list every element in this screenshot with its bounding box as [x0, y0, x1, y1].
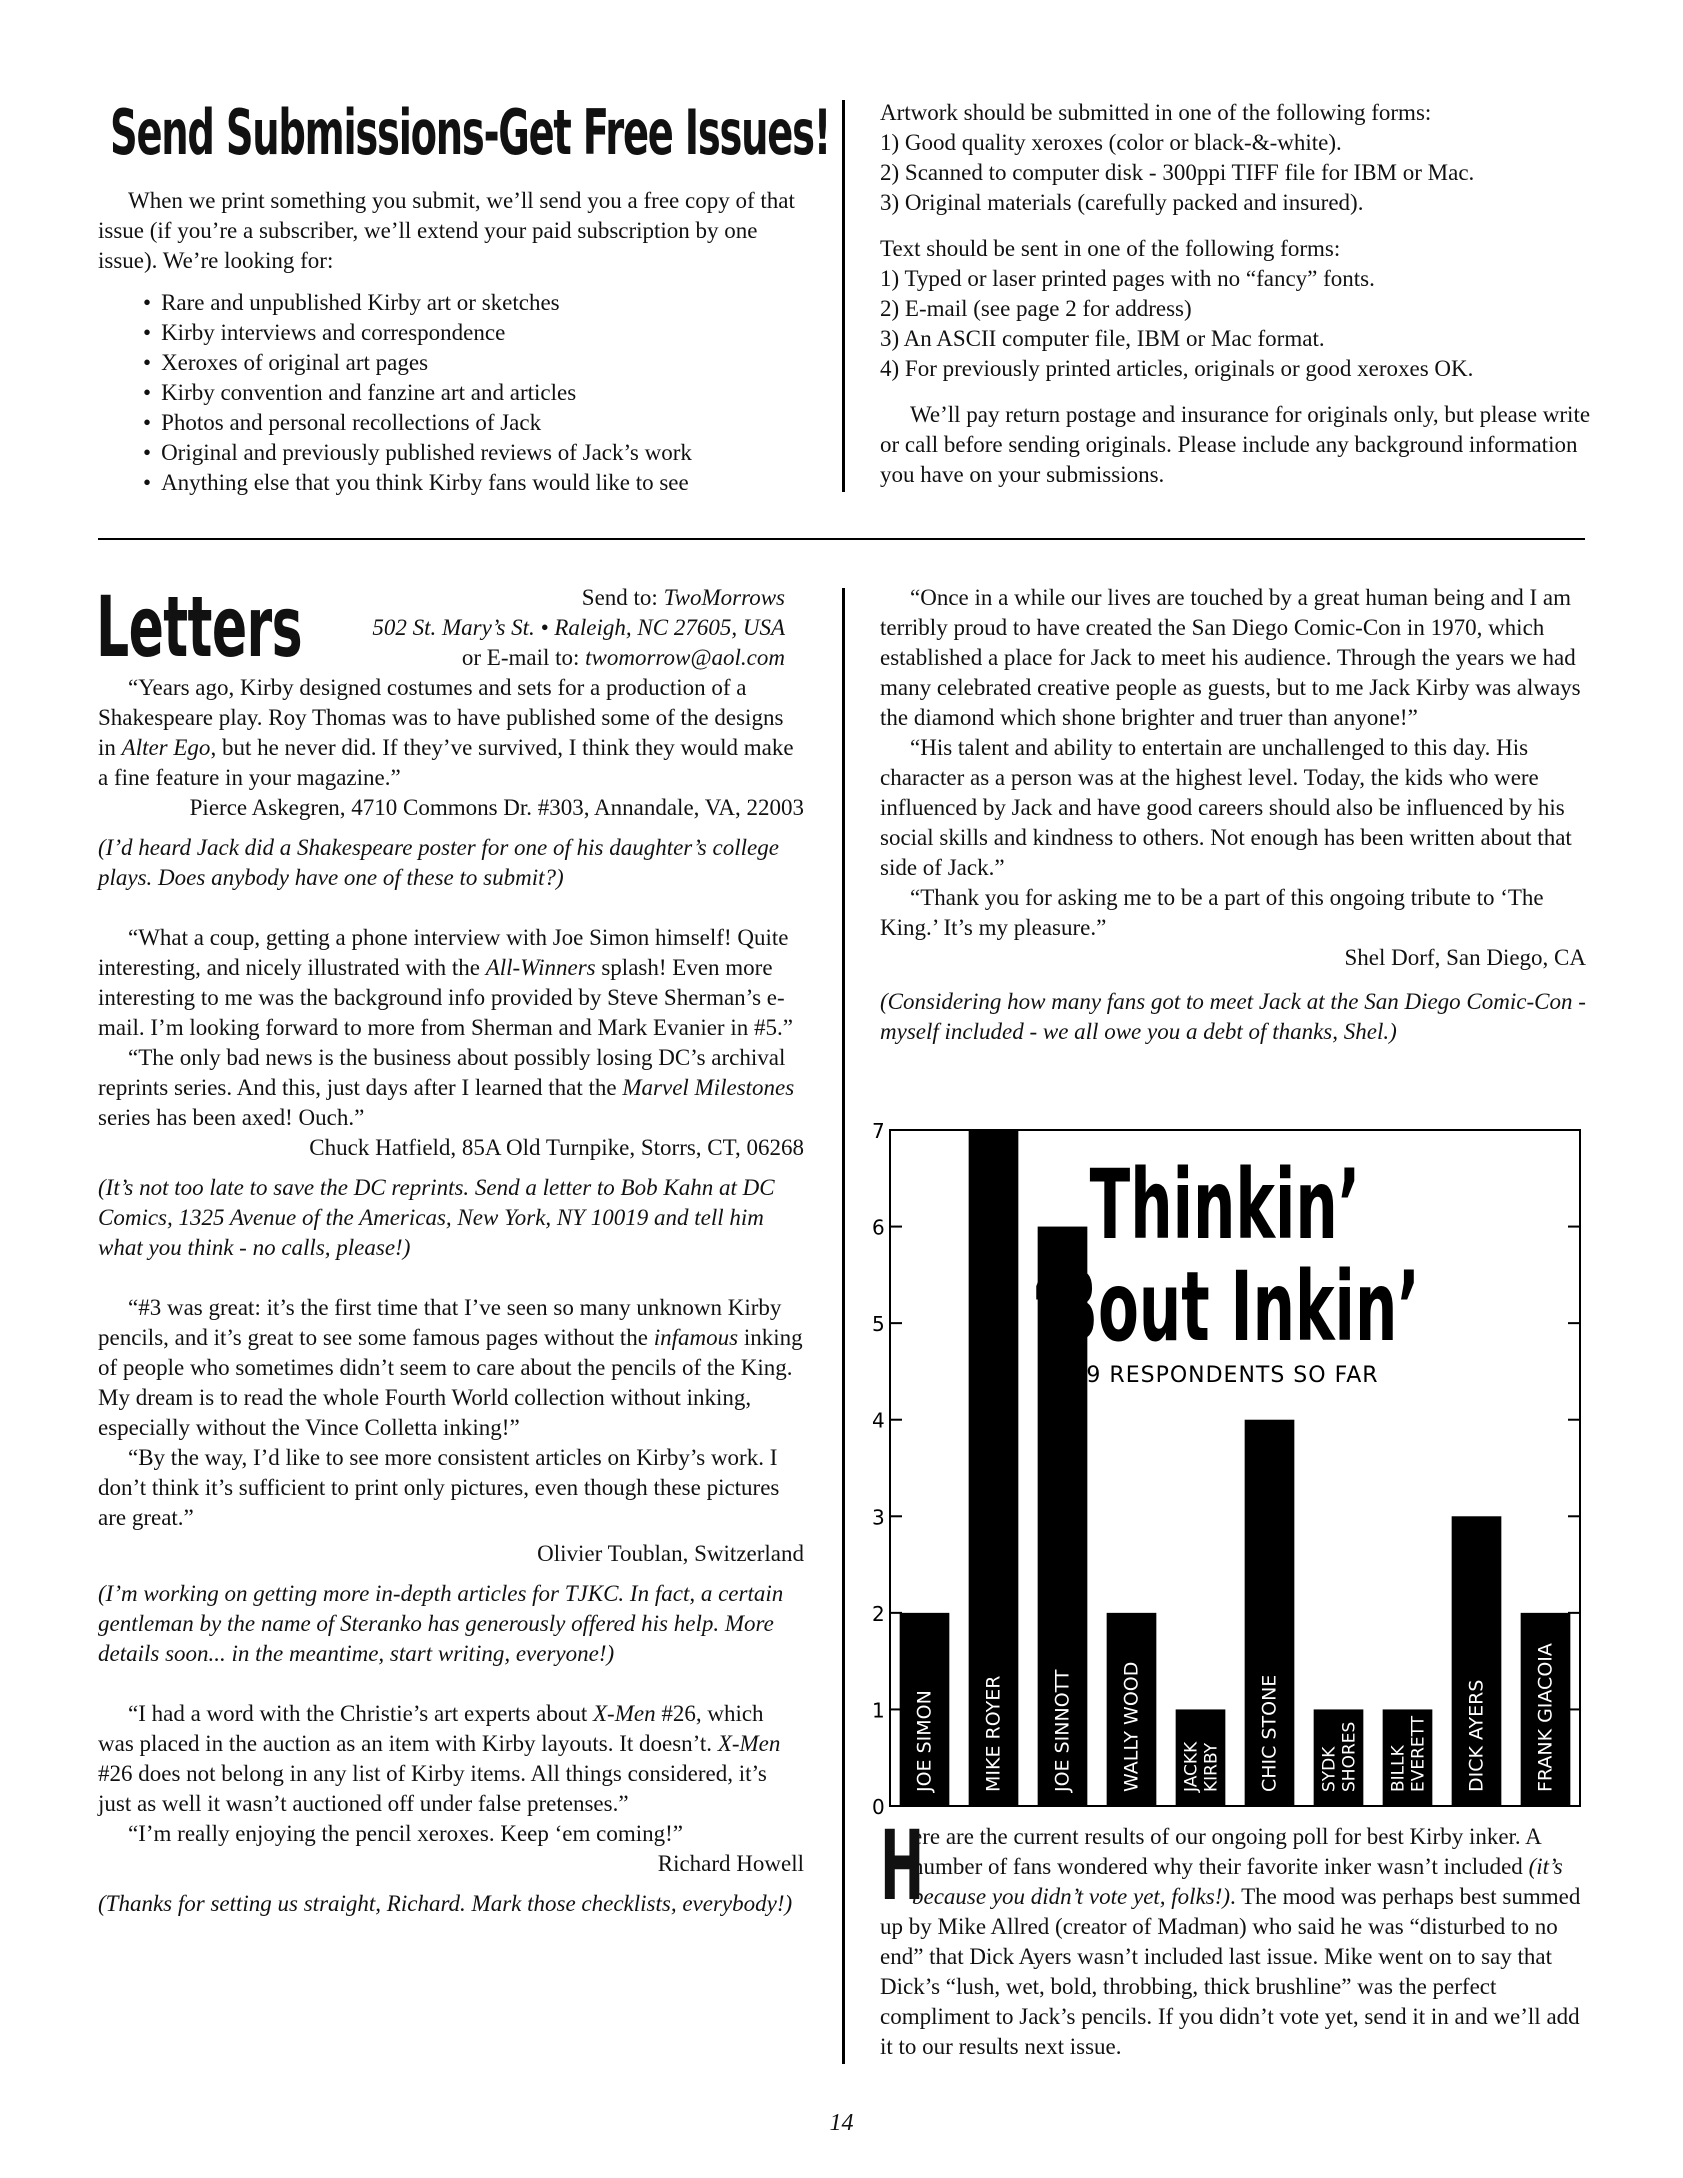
artwork-item-1: 1) Good quality xeroxes (color or black-&-white). — [880, 130, 1342, 155]
y-tick-label-6: 6 — [872, 1215, 885, 1240]
submission-bullet-4: • Kirby convention and fanzine art and articles — [143, 378, 808, 408]
email-address: twomorrow@aol.com — [585, 645, 785, 670]
mailing-address: 502 St. Mary’s St. • Raleigh, NC 27605, USA — [372, 615, 785, 640]
letter-2-signature: Chuck Hatfield, 85A Old Turnpike, Storrs, CT, 06268 — [309, 1135, 804, 1160]
text-intro: Text should be sent in one of the following forms: — [880, 236, 1341, 261]
letters-right-column — [880, 583, 1586, 1047]
chart-title-line-2: ‘Bout Inkin’ — [1030, 1251, 1420, 1363]
letters-left-column — [98, 673, 804, 1919]
inker-poll-chart — [870, 1120, 1590, 1820]
top-column-divider — [842, 100, 845, 492]
bar-label-7-1: SYDK — [1319, 1746, 1340, 1792]
bar-label-8-2: EVERETT — [1408, 1715, 1429, 1792]
bar-label-10: FRANK GIACOIA — [1534, 1643, 1557, 1792]
bar-label-4: WALLY WOOD — [1120, 1661, 1143, 1792]
submission-bullet-3: • Xeroxes of original art pages — [143, 348, 808, 378]
poll-paragraph: H ere are the current results of our ongoing poll for best Kirby inker. A number of fans wondered why their favorite inker wasn’t included (it’s because you didn’t vote yet, folks!). The mood was perhaps best summed up by Mike Allred (creator of Madman) who said he was “disturbed to no end” that Dick Ayers wasn’t included last issue. Mike went on to say that Dick’s “lush, wet, bold, throbbing, thick brushline” was the perfect compliment to Jack’s pencils. If you didn’t vote yet, send it in and we’ll add it to our results next issue. — [880, 1810, 1581, 2059]
letter-2-para-2: “The only bad news is the business about possibly losing DC’s archival reprints series. And this, just days after I learned that the Marvel Milestones series has been axed! Ouch.” — [98, 1045, 795, 1130]
bar-label-7-2: SHORES — [1339, 1721, 1360, 1792]
letter-3-signature: Olivier Toublan, Switzerland — [537, 1541, 804, 1566]
letter-5-para-1: “Once in a while our lives are touched by a great human being and I am terribly proud to have created the San Diego Comic-Con in 1970, which established a place for Jack to meet his audience. Through the years we had many celebrated creative people as guests, but to me Jack Kirby was always the diamond which shone brighter and truer than anyone!” — [880, 585, 1581, 730]
y-tick-label-3: 3 — [872, 1505, 885, 1530]
email-line: or E-mail to: twomorrow@aol.com — [461, 645, 785, 670]
letters-address-block — [340, 583, 785, 673]
chart-title-group — [1030, 1149, 1420, 1363]
text-list — [880, 264, 1600, 384]
bar-label-3: JOE SINNOTT — [1051, 1669, 1074, 1792]
y-tick-label-0: 0 — [872, 1795, 885, 1819]
letter-4-reply: (Thanks for setting us straight, Richard. Mark those checklists, everybody!) — [98, 1891, 793, 1916]
letter-4-signature: Richard Howell — [657, 1851, 804, 1876]
letter-3-reply: (I’m working on getting more in-depth articles for TJKC. In fact, a certain gentleman by the name of Steranko has generously offered his help. More details soon... in the meantime, start writing, everyone!) — [98, 1581, 784, 1666]
artwork-item-2: 2) Scanned to computer disk - 300ppi TIFF file for IBM or Mac. — [880, 160, 1475, 185]
y-tick-label-4: 4 — [872, 1408, 885, 1433]
letter-5-para-3: “Thank you for asking me to be a part of this ongoing tribute to ‘The King.’ It’s my pleasure.” — [880, 885, 1544, 940]
send-to-line: Send to: TwoMorrows — [581, 585, 785, 610]
letter-1-signature: Pierce Askegren, 4710 Commons Dr. #303, Annandale, VA, 22003 — [189, 795, 804, 820]
y-tick-label-5: 5 — [872, 1312, 885, 1337]
submission-bullet-1: • Rare and unpublished Kirby art or sketches — [143, 288, 808, 318]
submissions-bullet-list — [143, 288, 808, 498]
y-tick-label-2: 2 — [872, 1601, 885, 1626]
y-tick-label-1: 1 — [872, 1698, 885, 1723]
letter-2-para-1: “What a coup, getting a phone interview with Joe Simon himself! Quite interesting, and nicely illustrated with the All-Winners splash! Even more interesting to me was the background info provided by Steve Sherman’s e-mail. I’m looking forward to more from Sherman and Mark Evanier in #5.” — [98, 925, 793, 1040]
postage-paragraph: We’ll pay return postage and insurance for originals only, but please write or call before sending originals. Please include any background information you have on your submissions. — [880, 402, 1591, 487]
text-item-4: 4) For previously printed articles, originals or good xeroxes OK. — [880, 356, 1474, 381]
bar-label-1: JOE SIMON — [913, 1690, 936, 1792]
section-divider — [98, 538, 1585, 540]
submissions-right-column — [880, 98, 1600, 490]
letter-4-para-1: “I had a word with the Christie’s art experts about X-Men #26, which was placed in the auction as an item with Kirby layouts. It doesn’t. X-Men #26 does not belong in any list of Kirby items. All things considered, it’s just as well it wasn’t auctioned off under false pretenses.” — [98, 1701, 781, 1816]
submission-bullet-7: • Anything else that you think Kirby fans would like to see — [143, 468, 808, 498]
submission-bullet-2: • Kirby interviews and correspondence — [143, 318, 808, 348]
bar-label-2: MIKE ROYER — [982, 1675, 1005, 1792]
letter-4-para-2: “I’m really enjoying the pencil xeroxes. Keep ‘em coming!” — [128, 1821, 683, 1846]
letter-3-para-2: “By the way, I’d like to see more consistent articles on Kirby’s work. I don’t think it’s sufficient to print only pictures, even though these pictures are great.” — [98, 1445, 780, 1530]
text-item-3: 3) An ASCII computer file, IBM or Mac format. — [880, 326, 1325, 351]
bar-label-5-2: KIRBY — [1201, 1742, 1222, 1792]
letter-5-para-2: “His talent and ability to entertain are unchallenged to this day. His character as a person was at the highest level. Today, the kids who were influenced by Jack and have good careers should also be influenced by his social skills and kindness to others. Not enough has been written about that side of Jack.” — [880, 735, 1572, 880]
submissions-title: Send Submissions-Get Free Issues! — [110, 96, 831, 169]
page-number: 14 — [829, 2110, 854, 2136]
text-item-2: 2) E-mail (see page 2 for address) — [880, 296, 1192, 321]
submissions-intro: When we print something you submit, we’ll send you a free copy of that issue (if you’re a subscriber, we’ll extend your paid subscription by one issue). We’re looking for: — [98, 188, 795, 273]
chart-title-line-1: Thinkin’ — [1089, 1149, 1361, 1261]
text-item-1: 1) Typed or laser printed pages with no “fancy” fonts. — [880, 266, 1375, 291]
artwork-intro: Artwork should be submitted in one of the following forms: — [880, 100, 1432, 125]
letter-1-reply: (I’d heard Jack did a Shakespeare poster for one of his daughter’s college plays. Does anybody have one of these to submit?) — [98, 835, 779, 890]
letters-title: Letters — [96, 578, 302, 676]
letter-5-reply: (Considering how many fans got to meet Jack at the San Diego Comic-Con - myself included - we all owe you a debt of thanks, Shel.) — [880, 989, 1586, 1044]
y-tick-label-7: 7 — [872, 1120, 885, 1143]
letter-2-reply: (It’s not too late to save the DC reprints. Send a letter to Bob Kahn at DC Comics, 1325 Avenue of the Americas, New York, NY 10019 and tell him what you think - no calls, please!) — [98, 1175, 775, 1260]
poll-drop-cap: H — [880, 1810, 925, 1922]
bar-label-6: CHIC STONE — [1258, 1674, 1281, 1792]
submission-bullet-5: • Photos and personal recollections of Jack — [143, 408, 808, 438]
artwork-list — [880, 128, 1600, 218]
letter-1: “Years ago, Kirby designed costumes and sets for a production of a Shakespeare play. Roy Thomas was to have published some of the designs in Alter Ego, but he never did. If they’ve survived, I think they would make a fine feature in your magazine.” — [98, 675, 794, 790]
submission-bullet-6: • Original and previously published reviews of Jack’s work — [143, 438, 808, 468]
bar-label-8-1: BILLK — [1388, 1745, 1409, 1792]
bar-label-9: DICK AYERS — [1465, 1679, 1488, 1792]
chart-subtitle: 29 RESPONDENTS SO FAR — [1071, 1363, 1379, 1388]
letter-3-para-1: “#3 was great: it’s the first time that I’ve seen so many unknown Kirby pencils, and it’s great to see some famous pages without the infamous inking of people who sometimes didn’t seem to care about the pencils of the King. My dream is to read the whole Fourth World collection without inking, especially without the Vince Colletta inking!” — [98, 1295, 803, 1440]
artwork-item-3: 3) Original materials (carefully packed and insured). — [880, 190, 1364, 215]
letter-5-signature: Shel Dorf, San Diego, CA — [1344, 945, 1586, 970]
bar-label-5-1: JACKK — [1181, 1741, 1202, 1792]
bottom-column-divider — [842, 588, 845, 2064]
submissions-left-column — [98, 186, 808, 498]
